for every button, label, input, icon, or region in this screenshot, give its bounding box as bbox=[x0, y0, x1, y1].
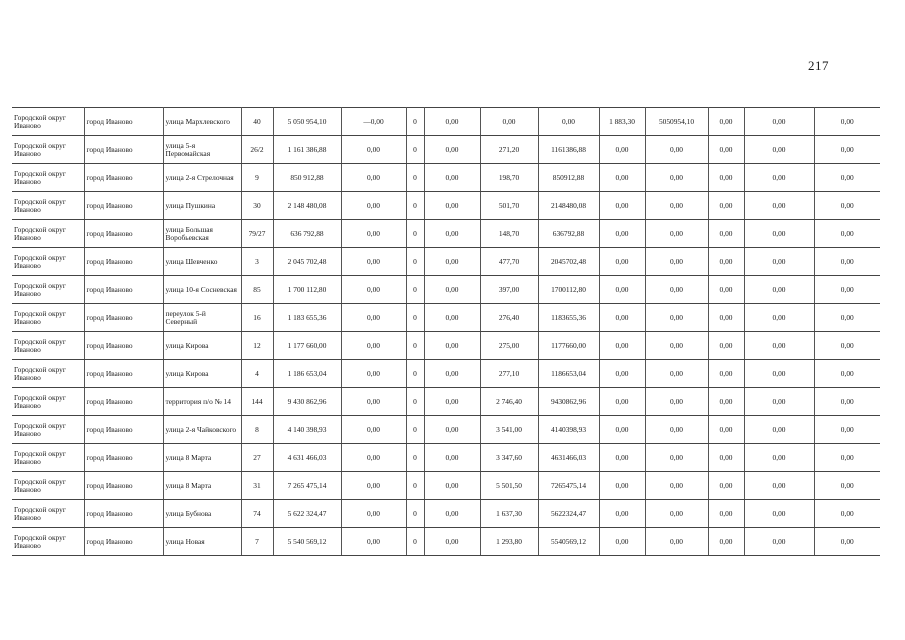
cell-cost-col-8: 0,00 bbox=[645, 500, 708, 528]
cell-area: 3 541,00 bbox=[480, 416, 538, 444]
cell-cost-col-9: 0,00 bbox=[708, 220, 744, 248]
cell-locality: город Иваново bbox=[84, 220, 163, 248]
cell-cost-col-6: 9430862,96 bbox=[538, 388, 599, 416]
table-row bbox=[12, 416, 880, 444]
cell-cost-col-9: 0,00 bbox=[708, 360, 744, 388]
cell-count-col: 0 bbox=[406, 136, 424, 164]
cell-cost-col-4: 0,00 bbox=[424, 164, 480, 192]
cell-cost-col-8: 0,00 bbox=[645, 332, 708, 360]
cell-cost-col-10: 0,00 bbox=[744, 444, 814, 472]
cell-cost-col-4: 0,00 bbox=[424, 472, 480, 500]
cell-cost-col-8: 0,00 bbox=[645, 388, 708, 416]
cell-cost-col-7: 0,00 bbox=[599, 444, 645, 472]
cell-total-cost: 2 148 480,08 bbox=[273, 192, 341, 220]
cell-locality: город Иваново bbox=[84, 472, 163, 500]
cell-house-number: 26/2 bbox=[241, 136, 273, 164]
cell-cost-col-10: 0,00 bbox=[744, 192, 814, 220]
cell-cost-col-9: 0,00 bbox=[708, 444, 744, 472]
cell-house-number: 85 bbox=[241, 276, 273, 304]
cell-house-number: 4 bbox=[241, 360, 273, 388]
cell-street: улица 5-я Первомайская bbox=[163, 136, 241, 164]
cell-street: территория п/о № 14 bbox=[163, 388, 241, 416]
cell-count-col: 0 bbox=[406, 276, 424, 304]
cell-cost-col-9: 0,00 bbox=[708, 192, 744, 220]
cell-cost-col-8: 0,00 bbox=[645, 304, 708, 332]
cell-cost-col-4: 0,00 bbox=[424, 444, 480, 472]
cell-cost-col-8: 0,00 bbox=[645, 528, 708, 556]
cell-locality: город Иваново bbox=[84, 136, 163, 164]
cell-cost-col-9: 0,00 bbox=[708, 248, 744, 276]
table-row bbox=[12, 164, 880, 192]
cell-street: улица 2-я Чайковского bbox=[163, 416, 241, 444]
cell-cost-col-6: 2148480,08 bbox=[538, 192, 599, 220]
cell-count-col: 0 bbox=[406, 248, 424, 276]
cell-cost-col-7: 0,00 bbox=[599, 164, 645, 192]
cell-house-number: 79/27 bbox=[241, 220, 273, 248]
cell-total-cost: 1 183 655,36 bbox=[273, 304, 341, 332]
cell-cost-col-2: 0,00 bbox=[341, 444, 406, 472]
cell-cost-col-8: 0,00 bbox=[645, 416, 708, 444]
cell-cost-col-8: 0,00 bbox=[645, 276, 708, 304]
cell-cost-col-6: 4631466,03 bbox=[538, 444, 599, 472]
cell-cost-col-7: 0,00 bbox=[599, 388, 645, 416]
cell-cost-col-6: 2045702,48 bbox=[538, 248, 599, 276]
cell-cost-col-7: 0,00 bbox=[599, 276, 645, 304]
cell-cost-col-7: 0,00 bbox=[599, 472, 645, 500]
table-row bbox=[12, 192, 880, 220]
cell-cost-col-6: 4140398,93 bbox=[538, 416, 599, 444]
cell-cost-col-8: 0,00 bbox=[645, 248, 708, 276]
cell-cost-col-8: 5050954,10 bbox=[645, 108, 708, 136]
cell-cost-col-9: 0,00 bbox=[708, 164, 744, 192]
cell-municipality: Городской округ Иваново bbox=[12, 164, 84, 192]
cell-area: 148,70 bbox=[480, 220, 538, 248]
cell-house-number: 9 bbox=[241, 164, 273, 192]
cell-house-number: 16 bbox=[241, 304, 273, 332]
cell-cost-col-8: 0,00 bbox=[645, 472, 708, 500]
cell-municipality: Городской округ Иваново bbox=[12, 416, 84, 444]
cell-cost-col-10: 0,00 bbox=[744, 388, 814, 416]
cell-cost-col-9: 0,00 bbox=[708, 416, 744, 444]
cell-cost-col-7: 0,00 bbox=[599, 304, 645, 332]
cell-total-cost: 1 177 660,00 bbox=[273, 332, 341, 360]
cell-cost-col-9: 0,00 bbox=[708, 136, 744, 164]
cell-locality: город Иваново bbox=[84, 416, 163, 444]
table-row bbox=[12, 332, 880, 360]
cell-street: улица Кирова bbox=[163, 360, 241, 388]
cell-count-col: 0 bbox=[406, 472, 424, 500]
cell-count-col: 0 bbox=[406, 332, 424, 360]
cell-cost-col-11: 0,00 bbox=[814, 500, 880, 528]
cell-cost-col-10: 0,00 bbox=[744, 500, 814, 528]
cell-total-cost: 1 700 112,80 bbox=[273, 276, 341, 304]
cell-street: улица 8 Марта bbox=[163, 444, 241, 472]
cell-cost-col-2: 0,00 bbox=[341, 192, 406, 220]
cell-cost-col-7: 0,00 bbox=[599, 136, 645, 164]
cell-cost-col-11: 0,00 bbox=[814, 416, 880, 444]
cell-cost-col-10: 0,00 bbox=[744, 164, 814, 192]
cell-cost-col-11: 0,00 bbox=[814, 164, 880, 192]
cell-total-cost: 5 050 954,10 bbox=[273, 108, 341, 136]
cell-total-cost: 4 631 466,03 bbox=[273, 444, 341, 472]
cell-house-number: 8 bbox=[241, 416, 273, 444]
cell-locality: город Иваново bbox=[84, 276, 163, 304]
cell-count-col: 0 bbox=[406, 416, 424, 444]
cell-area: 1 293,80 bbox=[480, 528, 538, 556]
cell-total-cost: 5 622 324,47 bbox=[273, 500, 341, 528]
cell-cost-col-11: 0,00 bbox=[814, 108, 880, 136]
table-row bbox=[12, 220, 880, 248]
cell-cost-col-10: 0,00 bbox=[744, 248, 814, 276]
cell-municipality: Городской округ Иваново bbox=[12, 444, 84, 472]
cell-cost-col-2: 0,00 bbox=[341, 304, 406, 332]
cell-total-cost: 7 265 475,14 bbox=[273, 472, 341, 500]
cell-area: 271,20 bbox=[480, 136, 538, 164]
cell-municipality: Городской округ Иваново bbox=[12, 192, 84, 220]
cell-cost-col-7: 0,00 bbox=[599, 248, 645, 276]
cell-cost-col-11: 0,00 bbox=[814, 444, 880, 472]
cell-street: улица Бубнова bbox=[163, 500, 241, 528]
cell-cost-col-6: 5540569,12 bbox=[538, 528, 599, 556]
cell-area: 1 637,30 bbox=[480, 500, 538, 528]
cell-area: 501,70 bbox=[480, 192, 538, 220]
cell-area: 276,40 bbox=[480, 304, 538, 332]
cell-cost-col-9: 0,00 bbox=[708, 500, 744, 528]
cell-cost-col-7: 0,00 bbox=[599, 192, 645, 220]
cell-cost-col-10: 0,00 bbox=[744, 416, 814, 444]
cell-cost-col-2: 0,00 bbox=[341, 248, 406, 276]
cell-count-col: 0 bbox=[406, 164, 424, 192]
cell-locality: город Иваново bbox=[84, 388, 163, 416]
cell-count-col: 0 bbox=[406, 528, 424, 556]
cell-cost-col-11: 0,00 bbox=[814, 332, 880, 360]
cell-cost-col-9: 0,00 bbox=[708, 108, 744, 136]
table-row bbox=[12, 360, 880, 388]
cell-cost-col-10: 0,00 bbox=[744, 108, 814, 136]
cell-area: 397,00 bbox=[480, 276, 538, 304]
cell-locality: город Иваново bbox=[84, 192, 163, 220]
cell-area: 477,70 bbox=[480, 248, 538, 276]
cell-street: улица Пушкина bbox=[163, 192, 241, 220]
cell-cost-col-4: 0,00 bbox=[424, 416, 480, 444]
cell-cost-col-2: 0,00 bbox=[341, 360, 406, 388]
cell-cost-col-4: 0,00 bbox=[424, 360, 480, 388]
cell-cost-col-6: 1161386,88 bbox=[538, 136, 599, 164]
cell-cost-col-8: 0,00 bbox=[645, 136, 708, 164]
cell-count-col: 0 bbox=[406, 304, 424, 332]
cell-cost-col-9: 0,00 bbox=[708, 472, 744, 500]
table-row bbox=[12, 472, 880, 500]
cell-house-number: 30 bbox=[241, 192, 273, 220]
cell-cost-col-6: 850912,88 bbox=[538, 164, 599, 192]
cell-municipality: Городской округ Иваново bbox=[12, 248, 84, 276]
cell-total-cost: 1 161 386,88 bbox=[273, 136, 341, 164]
cell-locality: город Иваново bbox=[84, 108, 163, 136]
table-row bbox=[12, 444, 880, 472]
cell-area: 3 347,60 bbox=[480, 444, 538, 472]
cell-count-col: 0 bbox=[406, 192, 424, 220]
cell-municipality: Городской округ Иваново bbox=[12, 388, 84, 416]
cell-house-number: 74 bbox=[241, 500, 273, 528]
cell-cost-col-11: 0,00 bbox=[814, 360, 880, 388]
cell-cost-col-4: 0,00 bbox=[424, 304, 480, 332]
cell-municipality: Городской округ Иваново bbox=[12, 108, 84, 136]
cell-cost-col-9: 0,00 bbox=[708, 276, 744, 304]
cell-locality: город Иваново bbox=[84, 304, 163, 332]
table-row bbox=[12, 108, 880, 136]
cell-municipality: Городской округ Иваново bbox=[12, 332, 84, 360]
cell-cost-col-11: 0,00 bbox=[814, 248, 880, 276]
cell-cost-col-7: 0,00 bbox=[599, 332, 645, 360]
cell-area: 277,10 bbox=[480, 360, 538, 388]
cell-cost-col-4: 0,00 bbox=[424, 108, 480, 136]
cell-cost-col-11: 0,00 bbox=[814, 528, 880, 556]
cell-cost-col-2: 0,00 bbox=[341, 472, 406, 500]
cell-cost-col-10: 0,00 bbox=[744, 276, 814, 304]
cell-total-cost: 2 045 702,48 bbox=[273, 248, 341, 276]
table-row bbox=[12, 500, 880, 528]
cell-cost-col-10: 0,00 bbox=[744, 528, 814, 556]
cell-locality: город Иваново bbox=[84, 248, 163, 276]
cell-street: улица 8 Марта bbox=[163, 472, 241, 500]
cell-street: улица Шевченко bbox=[163, 248, 241, 276]
cell-cost-col-8: 0,00 bbox=[645, 220, 708, 248]
cell-house-number: 12 bbox=[241, 332, 273, 360]
registry-table bbox=[12, 107, 880, 556]
cell-house-number: 144 bbox=[241, 388, 273, 416]
cell-cost-col-8: 0,00 bbox=[645, 164, 708, 192]
cell-cost-col-7: 0,00 bbox=[599, 528, 645, 556]
cell-cost-col-2: 0,00 bbox=[341, 220, 406, 248]
cell-cost-col-8: 0,00 bbox=[645, 444, 708, 472]
cell-cost-col-7: 1 883,30 bbox=[599, 108, 645, 136]
cell-municipality: Городской округ Иваново bbox=[12, 528, 84, 556]
cell-street: улица Мархлевского bbox=[163, 108, 241, 136]
cell-cost-col-6: 1186653,04 bbox=[538, 360, 599, 388]
cell-municipality: Городской округ Иваново bbox=[12, 136, 84, 164]
cell-cost-col-6: 0,00 bbox=[538, 108, 599, 136]
cell-locality: город Иваново bbox=[84, 164, 163, 192]
cell-street: улица Новая bbox=[163, 528, 241, 556]
cell-cost-col-6: 636792,88 bbox=[538, 220, 599, 248]
cell-street: улица 10-я Сосневская bbox=[163, 276, 241, 304]
cell-cost-col-7: 0,00 bbox=[599, 416, 645, 444]
cell-cost-col-11: 0,00 bbox=[814, 304, 880, 332]
cell-cost-col-4: 0,00 bbox=[424, 248, 480, 276]
cell-cost-col-11: 0,00 bbox=[814, 388, 880, 416]
cell-cost-col-10: 0,00 bbox=[744, 360, 814, 388]
cell-municipality: Городской округ Иваново bbox=[12, 220, 84, 248]
cell-total-cost: 4 140 398,93 bbox=[273, 416, 341, 444]
cell-municipality: Городской округ Иваново bbox=[12, 304, 84, 332]
cell-street: переулок 5-й Северный bbox=[163, 304, 241, 332]
cell-cost-col-4: 0,00 bbox=[424, 136, 480, 164]
cell-cost-col-8: 0,00 bbox=[645, 360, 708, 388]
cell-municipality: Городской округ Иваново bbox=[12, 360, 84, 388]
cell-total-cost: 1 186 653,04 bbox=[273, 360, 341, 388]
cell-cost-col-2: 0,00 bbox=[341, 388, 406, 416]
table-row bbox=[12, 136, 880, 164]
cell-cost-col-2: 0,00 bbox=[341, 528, 406, 556]
cell-cost-col-2: 0,00 bbox=[341, 164, 406, 192]
cell-cost-col-7: 0,00 bbox=[599, 220, 645, 248]
cell-cost-col-6: 1183655,36 bbox=[538, 304, 599, 332]
cell-cost-col-2: —0,00 bbox=[341, 108, 406, 136]
cell-cost-col-9: 0,00 bbox=[708, 304, 744, 332]
cell-count-col: 0 bbox=[406, 108, 424, 136]
cell-cost-col-2: 0,00 bbox=[341, 332, 406, 360]
cell-cost-col-10: 0,00 bbox=[744, 472, 814, 500]
cell-locality: город Иваново bbox=[84, 500, 163, 528]
cell-house-number: 7 bbox=[241, 528, 273, 556]
cell-count-col: 0 bbox=[406, 360, 424, 388]
cell-cost-col-2: 0,00 bbox=[341, 500, 406, 528]
cell-cost-col-4: 0,00 bbox=[424, 388, 480, 416]
cell-municipality: Городской округ Иваново bbox=[12, 276, 84, 304]
registry-table-body bbox=[12, 108, 880, 556]
cell-house-number: 3 bbox=[241, 248, 273, 276]
cell-area: 2 746,40 bbox=[480, 388, 538, 416]
cell-house-number: 40 bbox=[241, 108, 273, 136]
cell-cost-col-6: 5622324,47 bbox=[538, 500, 599, 528]
cell-area: 5 501,50 bbox=[480, 472, 538, 500]
cell-cost-col-2: 0,00 bbox=[341, 136, 406, 164]
cell-cost-col-10: 0,00 bbox=[744, 220, 814, 248]
cell-street: улица Кирова bbox=[163, 332, 241, 360]
cell-locality: город Иваново bbox=[84, 332, 163, 360]
cell-count-col: 0 bbox=[406, 500, 424, 528]
cell-cost-col-11: 0,00 bbox=[814, 136, 880, 164]
cell-total-cost: 5 540 569,12 bbox=[273, 528, 341, 556]
cell-cost-col-4: 0,00 bbox=[424, 192, 480, 220]
cell-cost-col-6: 1177660,00 bbox=[538, 332, 599, 360]
cell-cost-col-2: 0,00 bbox=[341, 276, 406, 304]
cell-area: 0,00 bbox=[480, 108, 538, 136]
cell-cost-col-8: 0,00 bbox=[645, 192, 708, 220]
cell-cost-col-7: 0,00 bbox=[599, 500, 645, 528]
cell-street: улица 2-я Стрелочная bbox=[163, 164, 241, 192]
cell-cost-col-11: 0,00 bbox=[814, 192, 880, 220]
cell-cost-col-9: 0,00 bbox=[708, 388, 744, 416]
cell-cost-col-11: 0,00 bbox=[814, 472, 880, 500]
cell-municipality: Городской округ Иваново bbox=[12, 472, 84, 500]
cell-cost-col-9: 0,00 bbox=[708, 332, 744, 360]
cell-cost-col-10: 0,00 bbox=[744, 136, 814, 164]
cell-total-cost: 850 912,88 bbox=[273, 164, 341, 192]
table-row bbox=[12, 248, 880, 276]
cell-total-cost: 9 430 862,96 bbox=[273, 388, 341, 416]
table-row bbox=[12, 388, 880, 416]
cell-locality: город Иваново bbox=[84, 360, 163, 388]
cell-cost-col-4: 0,00 bbox=[424, 276, 480, 304]
cell-cost-col-11: 0,00 bbox=[814, 220, 880, 248]
cell-cost-col-2: 0,00 bbox=[341, 416, 406, 444]
cell-locality: город Иваново bbox=[84, 444, 163, 472]
cell-total-cost: 636 792,88 bbox=[273, 220, 341, 248]
page-number: 217 bbox=[808, 58, 829, 73]
cell-house-number: 31 bbox=[241, 472, 273, 500]
cell-count-col: 0 bbox=[406, 444, 424, 472]
cell-count-col: 0 bbox=[406, 388, 424, 416]
cell-cost-col-9: 0,00 bbox=[708, 528, 744, 556]
cell-cost-col-4: 0,00 bbox=[424, 528, 480, 556]
cell-cost-col-10: 0,00 bbox=[744, 304, 814, 332]
cell-area: 198,70 bbox=[480, 164, 538, 192]
cell-cost-col-6: 7265475,14 bbox=[538, 472, 599, 500]
cell-cost-col-10: 0,00 bbox=[744, 332, 814, 360]
table-row bbox=[12, 528, 880, 556]
cell-cost-col-6: 1700112,80 bbox=[538, 276, 599, 304]
cell-locality: город Иваново bbox=[84, 528, 163, 556]
cell-area: 275,00 bbox=[480, 332, 538, 360]
cell-cost-col-11: 0,00 bbox=[814, 276, 880, 304]
cell-cost-col-4: 0,00 bbox=[424, 500, 480, 528]
cell-municipality: Городской округ Иваново bbox=[12, 500, 84, 528]
cell-count-col: 0 bbox=[406, 220, 424, 248]
cell-house-number: 27 bbox=[241, 444, 273, 472]
cell-cost-col-4: 0,00 bbox=[424, 332, 480, 360]
table-row bbox=[12, 276, 880, 304]
cell-cost-col-7: 0,00 bbox=[599, 360, 645, 388]
cell-street: улица Большая Воробьевская bbox=[163, 220, 241, 248]
table-row bbox=[12, 304, 880, 332]
cell-cost-col-4: 0,00 bbox=[424, 220, 480, 248]
